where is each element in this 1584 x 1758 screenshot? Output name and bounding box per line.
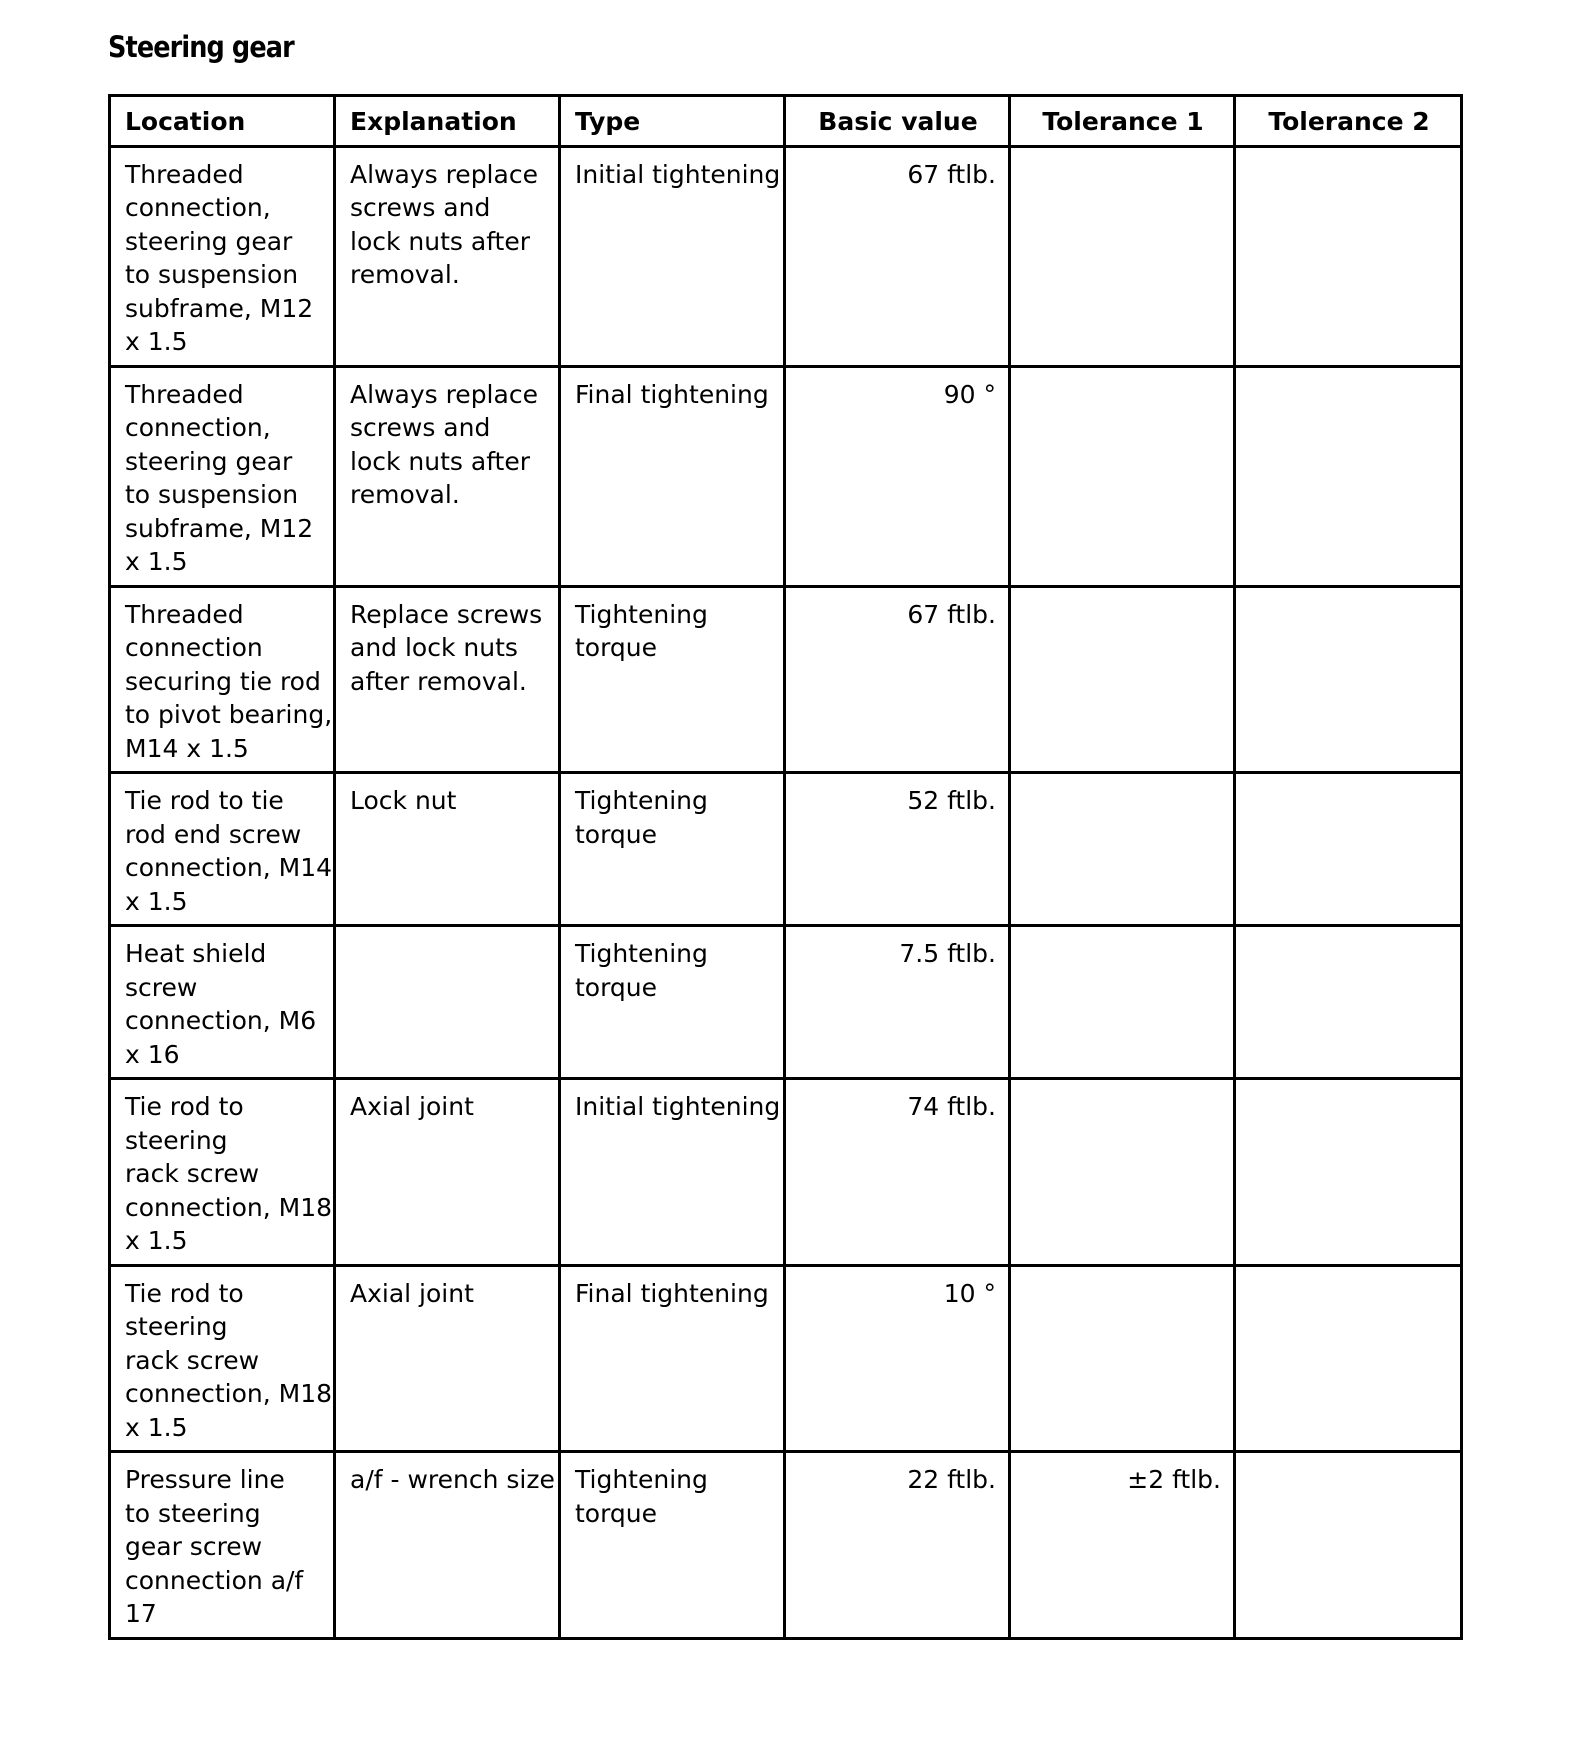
cell-location-line: Threaded <box>125 159 244 189</box>
cell-type <box>560 1079 785 1266</box>
cell-location <box>110 1452 335 1639</box>
cell-location-line: connection <box>125 633 263 662</box>
cell-explanation-line: Lock nut <box>350 786 457 815</box>
cell-explanation-line: screws and <box>350 413 491 442</box>
cell-basic-value: 52 ftlb. <box>785 773 1010 926</box>
cell-tolerance-2 <box>1235 926 1462 1079</box>
cell-location-line: rod end screw <box>125 819 302 849</box>
table-row <box>110 1265 1462 1452</box>
cell-tolerance-1 <box>1010 926 1235 1079</box>
cell-location-line: rack screw <box>125 1159 260 1188</box>
cell-explanation <box>335 146 560 366</box>
cell-explanation-line: Axial joint <box>350 1092 474 1121</box>
column-header-type: Type <box>560 96 785 147</box>
cell-type-line: torque <box>575 972 658 1002</box>
cell-tolerance-1 <box>1010 1079 1235 1266</box>
cell-tolerance-2 <box>1235 1452 1462 1639</box>
cell-location-line: connection, <box>125 413 271 442</box>
cell-explanation-line: a/f - wrench size <box>350 1465 555 1494</box>
cell-basic-value: 67 ftlb. <box>785 586 1010 773</box>
cell-location-line: connection, <box>125 193 271 222</box>
cell-type <box>560 146 785 366</box>
cell-explanation-line: lock nuts after <box>350 226 531 256</box>
cell-tolerance-1 <box>1010 773 1235 926</box>
cell-explanation-line: Always replace <box>350 159 538 189</box>
cell-location-line: Threaded <box>125 379 244 409</box>
cell-location-line: Heat shield <box>125 939 267 968</box>
cell-location-line: x 16 <box>125 1039 180 1069</box>
cell-location-line: to suspension <box>125 480 299 509</box>
cell-type <box>560 773 785 926</box>
column-header-tolerance-1: Tolerance 1 <box>1010 96 1235 147</box>
cell-location <box>110 773 335 926</box>
table-row <box>110 926 1462 1079</box>
cell-tolerance-1: ±2 ftlb. <box>1010 1452 1235 1639</box>
cell-tolerance-1 <box>1010 586 1235 773</box>
cell-location-line: connection, M18 <box>125 1192 333 1222</box>
cell-location-line: steering <box>125 1125 228 1155</box>
cell-type <box>560 926 785 1079</box>
cell-location-line: x 1.5 <box>125 1412 188 1442</box>
cell-type <box>560 1265 785 1452</box>
cell-tolerance-2 <box>1235 1079 1462 1266</box>
cell-explanation <box>335 773 560 926</box>
cell-explanation-line: removal. <box>350 480 460 509</box>
table-row <box>110 1452 1462 1639</box>
cell-type-line: torque <box>575 819 658 849</box>
cell-location <box>110 366 335 586</box>
cell-type-line: Final tightening <box>575 1278 769 1308</box>
cell-location-line: connection a/f <box>125 1565 304 1595</box>
cell-tolerance-2 <box>1235 146 1462 366</box>
cell-type-line: Tightening <box>575 1465 708 1494</box>
table-row <box>110 366 1462 586</box>
cell-type-line: Initial tightening <box>575 159 781 189</box>
cell-location-line: x 1.5 <box>125 886 188 916</box>
cell-location <box>110 586 335 773</box>
cell-explanation <box>335 926 560 1079</box>
cell-location-line: to suspension <box>125 260 299 289</box>
cell-location-line: x 1.5 <box>125 1226 188 1255</box>
cell-type-line: Tightening <box>575 599 708 629</box>
table-body <box>110 146 1462 1638</box>
cell-explanation-line: and lock nuts <box>350 633 518 662</box>
cell-explanation-line: Replace screws <box>350 599 543 629</box>
cell-location-line: gear screw <box>125 1532 263 1561</box>
table-row <box>110 1079 1462 1266</box>
cell-basic-value: 7.5 ftlb. <box>785 926 1010 1079</box>
column-header-tolerance-2: Tolerance 2 <box>1235 96 1462 147</box>
cell-basic-value: 74 ftlb. <box>785 1079 1010 1266</box>
cell-location <box>110 926 335 1079</box>
cell-location-line: securing tie rod <box>125 666 321 696</box>
cell-basic-value: 22 ftlb. <box>785 1452 1010 1639</box>
cell-location-line: Pressure line <box>125 1465 285 1494</box>
cell-tolerance-1 <box>1010 366 1235 586</box>
cell-type <box>560 586 785 773</box>
page-title: Steering gear <box>108 30 294 64</box>
cell-basic-value: 90 ° <box>785 366 1010 586</box>
table-row <box>110 146 1462 366</box>
cell-type <box>560 1452 785 1639</box>
cell-location <box>110 146 335 366</box>
torque-spec-table <box>108 94 1463 1640</box>
cell-location <box>110 1079 335 1266</box>
cell-tolerance-2 <box>1235 586 1462 773</box>
cell-type-line: torque <box>575 633 658 662</box>
cell-explanation-line: Always replace <box>350 379 538 409</box>
cell-location-line: screw <box>125 972 198 1002</box>
cell-location-line: connection, M18 <box>125 1379 333 1408</box>
cell-location <box>110 1265 335 1452</box>
cell-type-line: Final tightening <box>575 379 769 409</box>
cell-location-line: Tie rod to tie <box>125 786 284 815</box>
cell-type-line: Initial tightening <box>575 1092 781 1121</box>
cell-type <box>560 366 785 586</box>
cell-basic-value: 67 ftlb. <box>785 146 1010 366</box>
cell-location-line: subframe, M12 <box>125 293 314 323</box>
cell-location-line: Tie rod to <box>125 1092 244 1121</box>
table-header-row <box>110 96 1462 147</box>
cell-location-line: Tie rod to <box>125 1278 244 1308</box>
cell-location-line: x 1.5 <box>125 327 188 356</box>
cell-location-line: connection, M14 <box>125 853 333 882</box>
cell-explanation <box>335 586 560 773</box>
cell-location-line: steering gear <box>125 446 293 476</box>
cell-basic-value: 10 ° <box>785 1265 1010 1452</box>
cell-tolerance-2 <box>1235 366 1462 586</box>
cell-type-line: Tightening <box>575 786 708 815</box>
table-row <box>110 773 1462 926</box>
column-header-explanation: Explanation <box>335 96 560 147</box>
cell-explanation <box>335 1452 560 1639</box>
cell-location-line: Threaded <box>125 599 244 629</box>
table-row <box>110 586 1462 773</box>
cell-location-line: x 1.5 <box>125 547 188 576</box>
cell-location-line: steering gear <box>125 226 293 256</box>
cell-location-line: steering <box>125 1312 228 1341</box>
cell-explanation-line: lock nuts after <box>350 446 531 476</box>
cell-explanation-line: screws and <box>350 193 491 222</box>
cell-location-line: to steering <box>125 1498 261 1528</box>
cell-explanation <box>335 1079 560 1266</box>
cell-explanation-line: Axial joint <box>350 1278 474 1308</box>
cell-tolerance-2 <box>1235 773 1462 926</box>
cell-tolerance-1 <box>1010 1265 1235 1452</box>
cell-tolerance-1 <box>1010 146 1235 366</box>
cell-explanation-line: after removal. <box>350 666 527 696</box>
cell-type-line: Tightening <box>575 939 708 968</box>
cell-explanation <box>335 1265 560 1452</box>
cell-location-line: to pivot bearing, <box>125 700 333 729</box>
cell-location-line: M14 x 1.5 <box>125 733 249 763</box>
column-header-location: Location <box>110 96 335 147</box>
cell-explanation-line: removal. <box>350 260 460 289</box>
column-header-basic-value: Basic value <box>785 96 1010 147</box>
cell-location-line: subframe, M12 <box>125 513 314 543</box>
cell-location-line: rack screw <box>125 1345 260 1375</box>
cell-location-line: 17 <box>125 1599 157 1628</box>
cell-tolerance-2 <box>1235 1265 1462 1452</box>
cell-location-line: connection, M6 <box>125 1006 317 1035</box>
cell-explanation <box>335 366 560 586</box>
cell-type-line: torque <box>575 1498 658 1528</box>
